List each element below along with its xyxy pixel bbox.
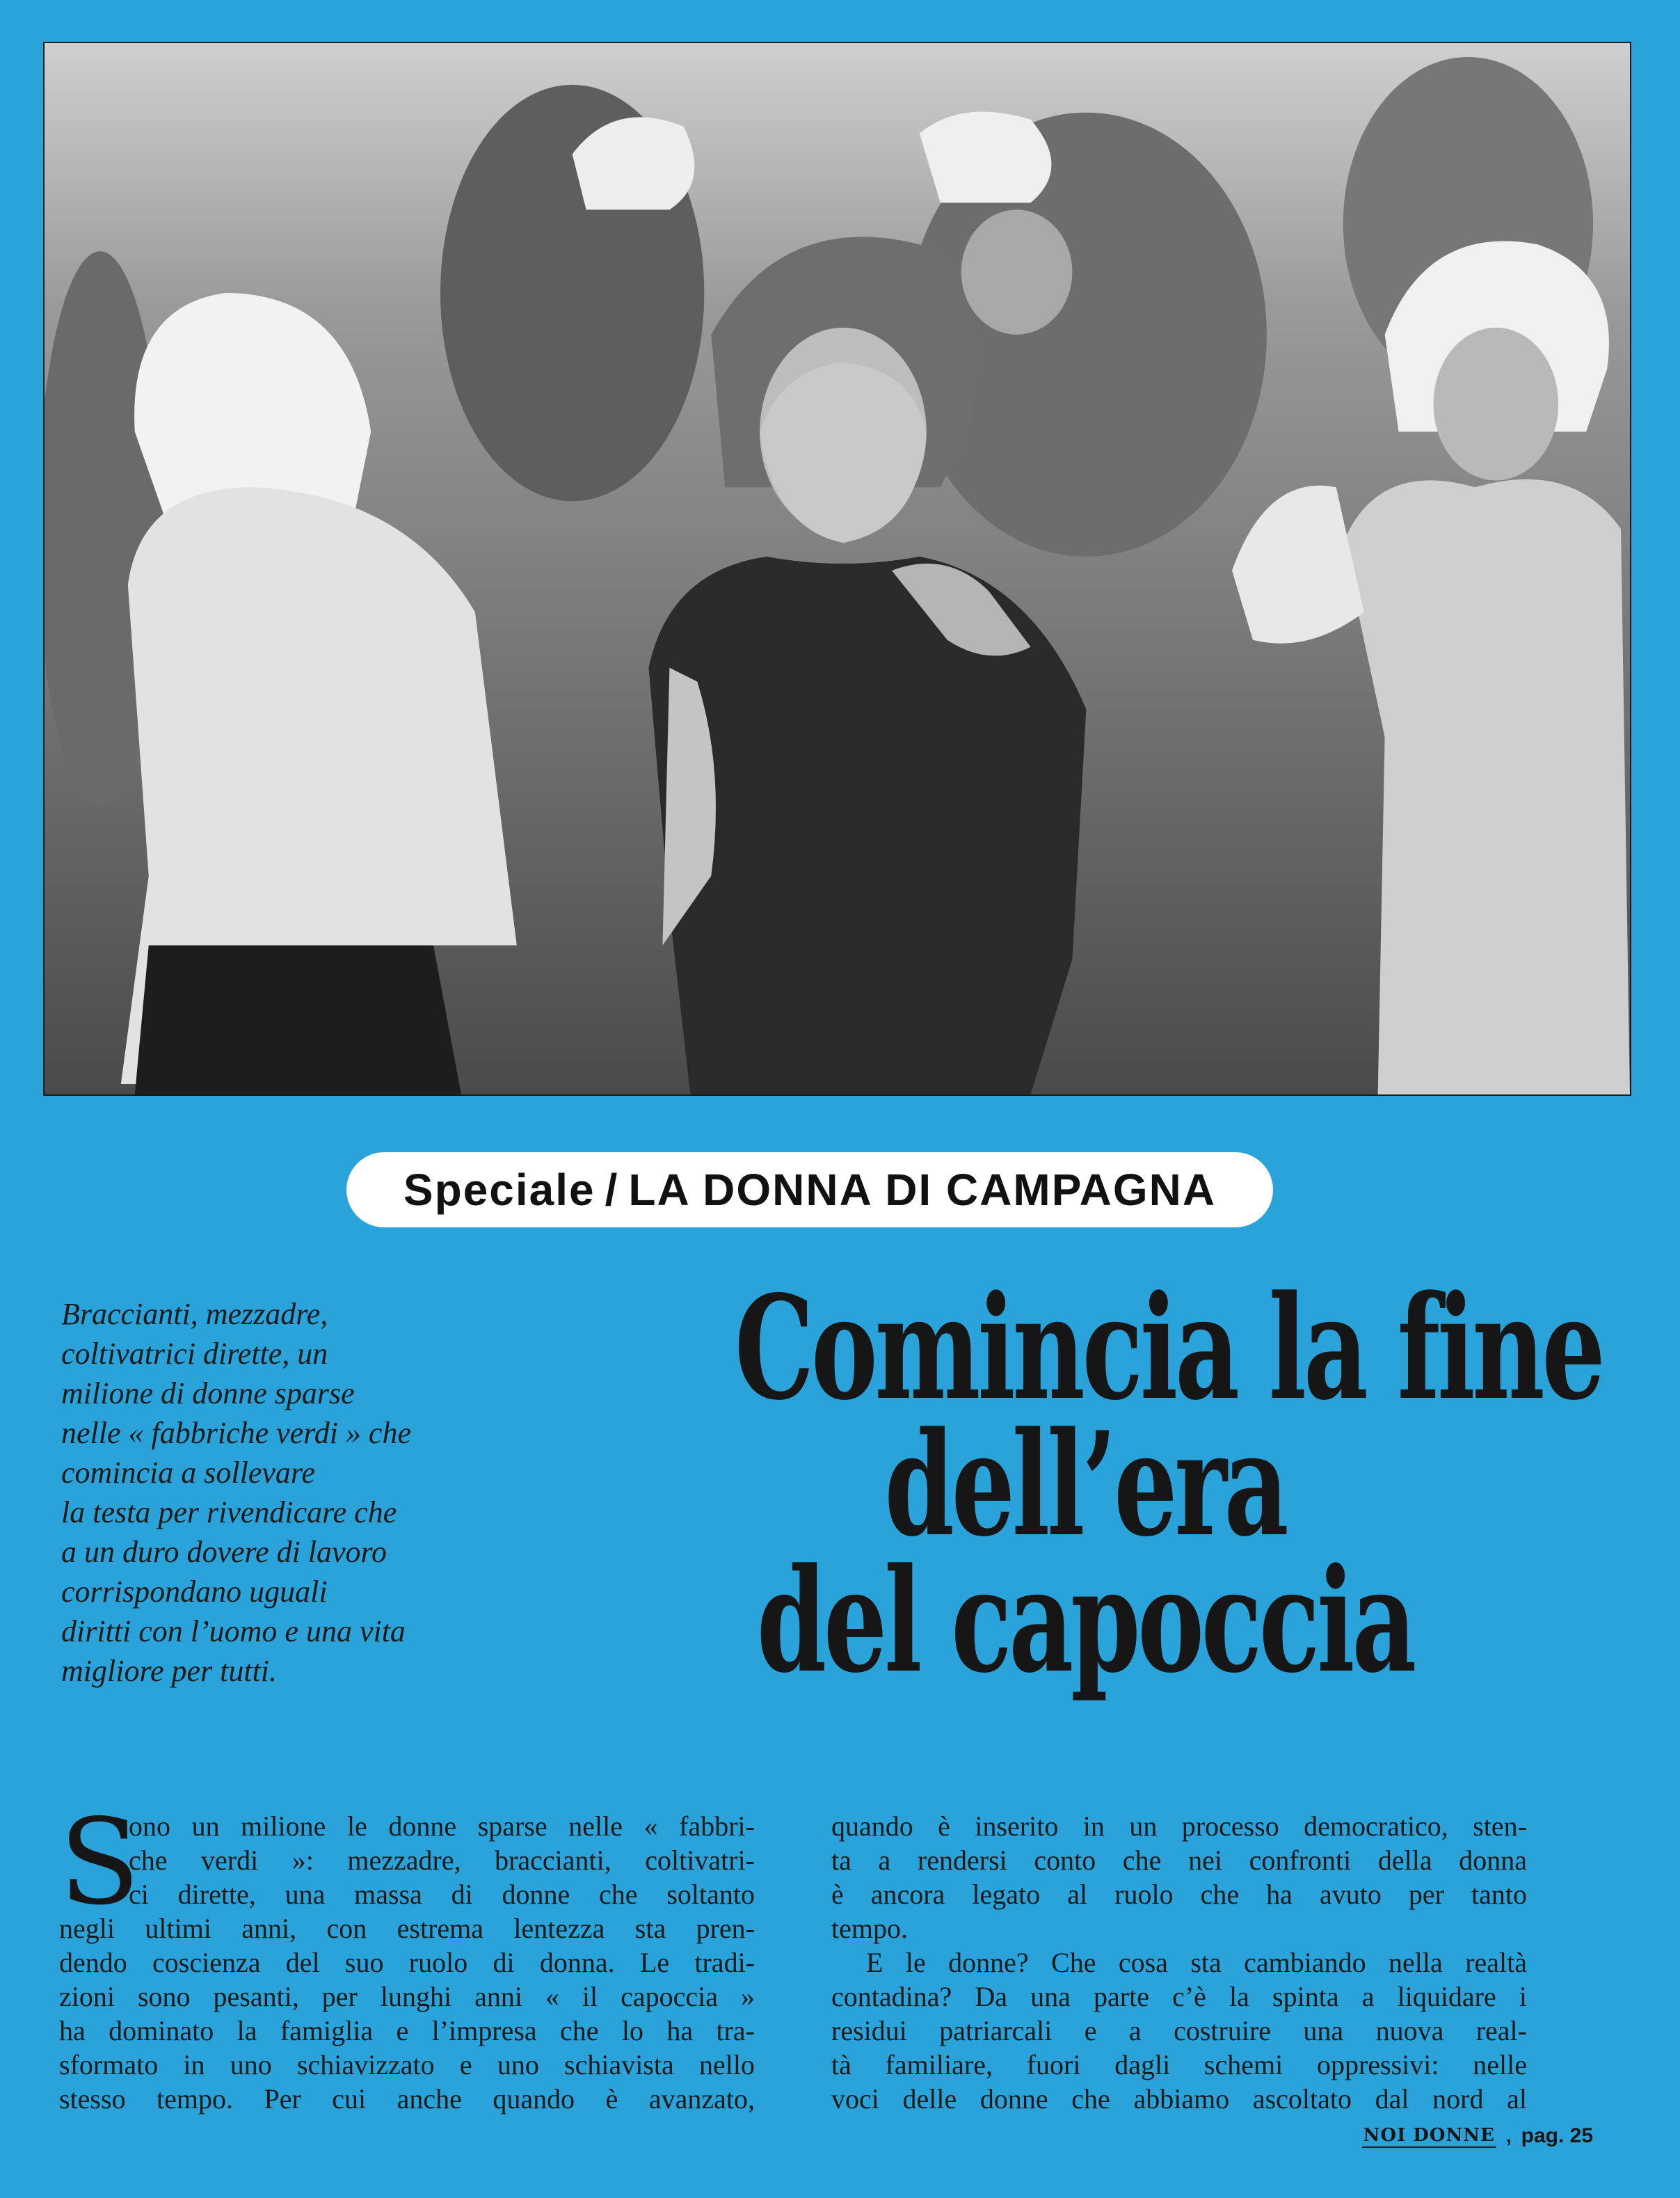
magazine-logo: NOI DONNE xyxy=(1362,2125,1496,2148)
deck-line: nelle « fabbriche verdi » che xyxy=(61,1416,411,1450)
section-kicker: Speciale xyxy=(403,1165,595,1215)
cover-photo xyxy=(43,42,1631,1096)
footer-separator: , xyxy=(1505,2125,1512,2147)
deck-line: milione di donne sparse xyxy=(61,1376,355,1410)
headline-line: dell’era xyxy=(884,1401,1286,1568)
body-line: ono un milione le donne sparse nelle « fabbri- xyxy=(129,1810,755,1842)
body-line: zioni sono pesanti, per lunghi anni « il capoccia » xyxy=(59,1981,755,2012)
deck-line: migliore per tutti. xyxy=(61,1654,278,1688)
body-column-left xyxy=(59,1794,755,2116)
body-line: è ancora legato al ruolo che ha avuto per tanto xyxy=(831,1879,1527,1910)
section-title: LA DONNA DI CAMPAGNA xyxy=(628,1165,1217,1215)
body-line: residui patriarcali e a costruire una nuova real- xyxy=(831,2015,1527,2046)
deck-line: a un duro dovere di lavoro xyxy=(61,1535,387,1569)
section-separator: / xyxy=(605,1165,619,1215)
photo-illustration xyxy=(45,43,1630,1094)
body-line: negli ultimi anni, con estrema lentezza sta pren- xyxy=(59,1913,755,1944)
headline-line: del capoccia xyxy=(756,1538,1414,1705)
body-line: dendo coscienza del suo ruolo di donna. Le tradi- xyxy=(59,1947,755,1978)
section-label xyxy=(346,1152,1273,1227)
body-line: E le donne? Che cosa sta cambiando nella realtà xyxy=(866,1947,1527,1978)
article-headline xyxy=(735,1265,1603,1705)
deck-line: coltivatrici dirette, un xyxy=(61,1337,328,1371)
page-number: pag. 25 xyxy=(1521,2124,1593,2147)
deck-line: Braccianti, mezzadre, xyxy=(61,1297,328,1331)
body-line: sformato in uno schiavizzato e uno schiavista nello xyxy=(59,2049,755,2080)
deck-line: corrispondano uguali xyxy=(61,1575,328,1609)
intro-deck xyxy=(61,1294,548,1691)
body-line: tà familiare, fuori dagli schemi oppressivi: nelle xyxy=(831,2049,1527,2080)
body-line: quando è inserito in un processo democratico, sten- xyxy=(831,1810,1527,1842)
headline-line: Comincia la fine xyxy=(735,1265,1603,1432)
body-line: che verdi »: mezzadre, braccianti, coltivatri- xyxy=(129,1845,755,1876)
body-line: ha dominato la famiglia e l’impresa che lo ha tra- xyxy=(59,2015,755,2046)
body-line: stesso tempo. Per cui anche quando è avanzato, xyxy=(59,2083,755,2115)
drop-cap: S xyxy=(59,1794,141,1932)
body-line: contadina? Da una parte c’è la spinta a liquidare i xyxy=(831,1981,1527,2012)
body-line: ta a rendersi conto che nei confronti della donna xyxy=(831,1845,1527,1876)
body-line: ci dirette, una massa di donne che soltanto xyxy=(129,1879,755,1910)
body-line: voci delle donne che abbiamo ascoltato dal nord al xyxy=(831,2083,1527,2115)
body-column-right xyxy=(831,1809,1527,2116)
deck-line: comincia a sollevare xyxy=(61,1456,315,1490)
deck-line: la testa per rivendicare che xyxy=(61,1495,397,1529)
deck-line: diritti con l’uomo e una vita xyxy=(61,1614,406,1648)
page-footer xyxy=(1357,2122,1593,2150)
body-line: tempo. xyxy=(831,1913,908,1944)
